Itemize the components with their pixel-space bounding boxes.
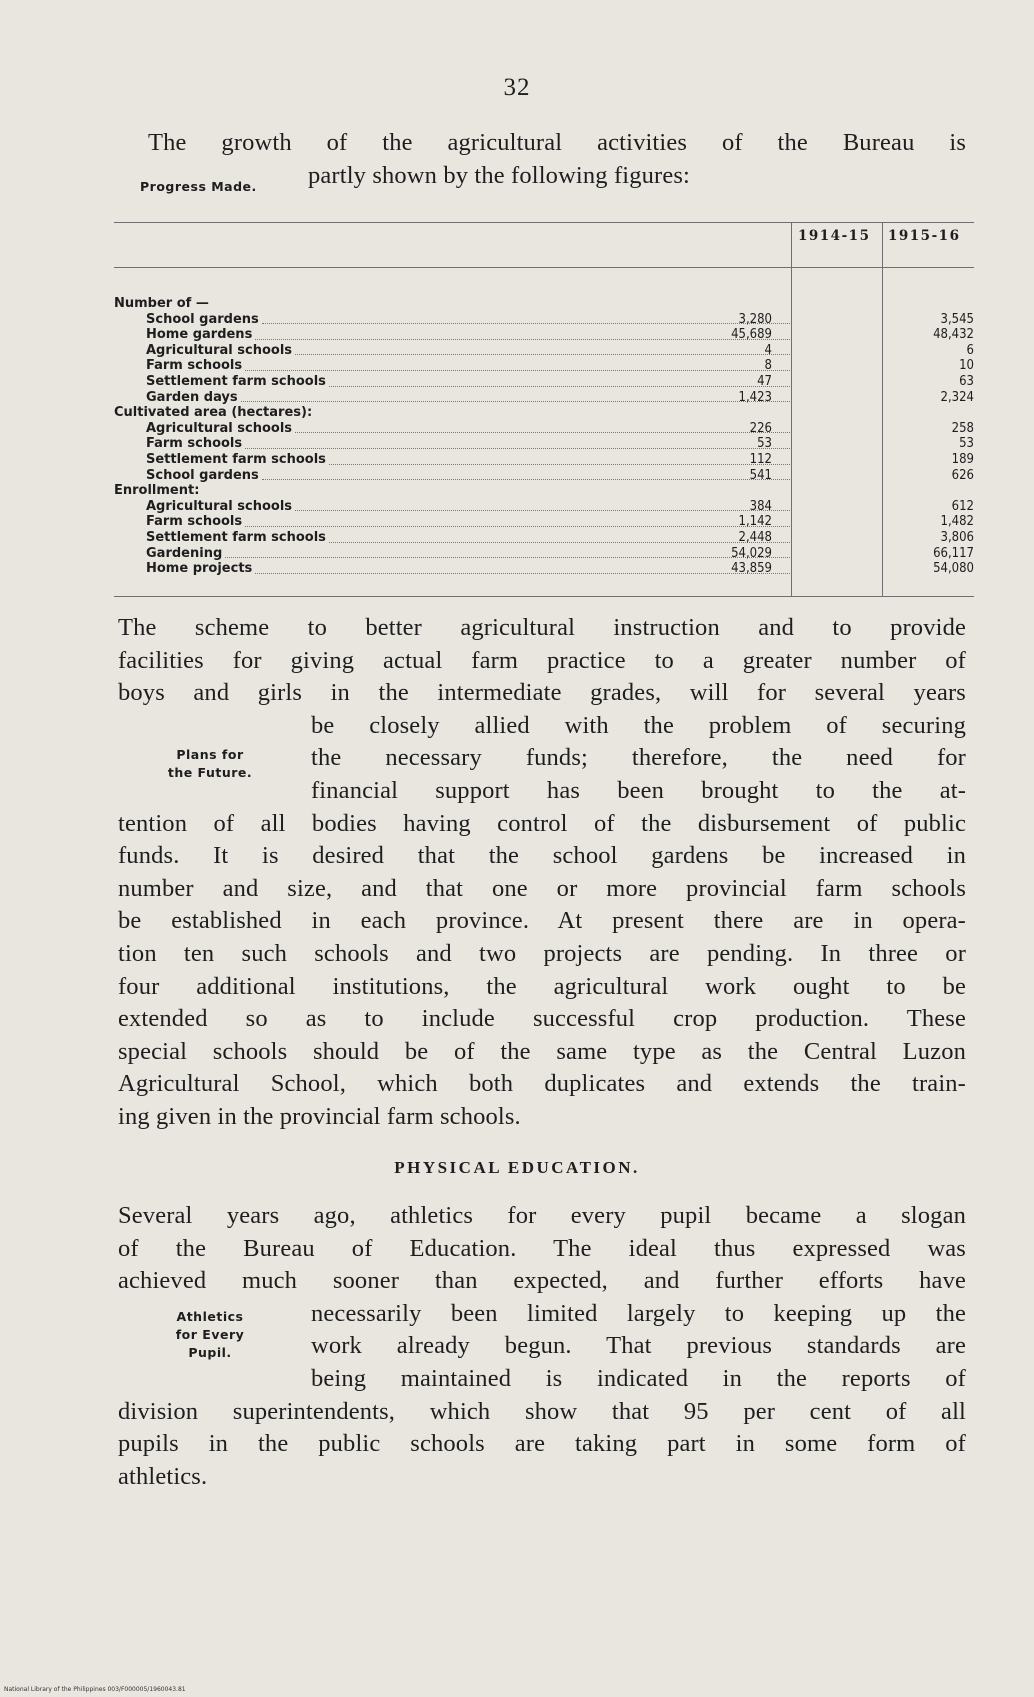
margin-note-athletics-line-1: Athletics [176,1309,244,1324]
paragraph-line: Several years ago, athletics for every pupil became a slogan [118,1202,966,1229]
plans-paragraph [118,612,966,1134]
paragraph-line: pupils in the public schools are taking part in some form of [118,1430,966,1458]
paragraph-line: work already begun. That previous standards are [311,1332,966,1360]
value-1915-16: 189 [951,451,974,467]
table-header-rule [114,267,974,268]
margin-note-progress: Progress Made. [140,179,257,194]
paragraph-line: number and size, and that one or more provincial farm schools [118,874,966,902]
statistics-table [114,296,974,577]
row-label: Agricultural schools [146,420,293,436]
paragraph-line: facilities for giving actual farm practice to a greater number of [118,646,966,674]
paragraph-line: The scheme to better agricultural instruction and to provide [118,614,966,641]
value-1914-15: 1,142 [738,514,772,530]
page-number: 32 [503,74,531,101]
section-heading: PHYSICAL EDUCATION. [394,1158,640,1177]
row-label: Number of — [114,296,209,311]
row-label: Farm schools [146,436,243,452]
value-1915-16: 48,432 [933,327,974,343]
value-1915-16: 10 [959,358,974,374]
value-1914-15: 3,280 [738,311,772,327]
paragraph-line: boys and girls in the intermediate grades, will for several years [118,679,966,707]
table-row [114,390,974,406]
row-label: School gardens [146,467,259,483]
value-1914-15: 541 [749,467,772,483]
paragraph-line: extended so as to include successful crop production. These [118,1005,966,1033]
value-1914-15: 384 [749,498,772,514]
value-1915-16: 53 [959,436,974,452]
value-1914-15: 54,029 [731,545,772,561]
paragraph-line: necessarily been limited largely to keeping up the [311,1299,966,1327]
paragraph-line: be closely allied with the problem of securing [311,711,966,739]
value-1915-16: 54,080 [933,561,974,577]
value-1915-16: 258 [951,420,974,436]
row-label: Home gardens [146,327,253,343]
table-top-rule [114,222,974,223]
paragraph-line: four additional institutions, the agricultural work ought to be [118,972,966,1000]
row-label: Garden days [146,389,238,405]
value-1914-15: 47 [757,373,772,389]
paragraph-line: tion ten such schools and two projects are pending. In three or [118,939,966,967]
margin-note-plans [150,746,270,782]
intro-line-1: The growth of the agricultural activities of the Bureau is [148,129,966,156]
row-label: Agricultural schools [146,342,293,358]
column-header-1914-15: 1914-15 [798,228,871,244]
intro-line-2: partly shown by the following figures: [308,161,690,189]
paragraph-line: division superintendents, which show that 95 per cent of all [118,1397,966,1425]
margin-note-plans-line-2: the Future. [167,765,253,780]
scan-footer: National Library of the Philippines 003/F000005/1960043.81 [4,1686,186,1693]
paragraph-line: the necessary funds; therefore, the need for [311,744,966,772]
margin-note-athletics [150,1308,270,1362]
row-label: Settlement farm schools [146,373,326,389]
value-1915-16: 626 [951,467,974,483]
value-1914-15: 43,859 [731,561,772,577]
value-1915-16: 3,806 [940,529,974,545]
value-1914-15: 45,689 [731,327,772,343]
value-1915-16: 63 [959,373,974,389]
row-label: Home projects [146,561,253,577]
table-row [114,561,974,577]
margin-note-athletics-line-2: for Every [175,1327,245,1342]
row-label: Settlement farm schools [146,451,326,467]
paragraph-line: special schools should be of the same type as the Central Luzon [118,1037,966,1065]
row-label: Agricultural schools [146,498,293,514]
value-1914-15: 8 [764,358,772,374]
value-1914-15: 112 [749,451,772,467]
margin-note-plans-line-1: Plans for [176,747,244,762]
paragraph-line: of the Bureau of Education. The ideal thus expressed was [118,1234,966,1262]
value-1914-15: 4 [764,342,772,358]
row-label: School gardens [146,311,259,327]
paragraph-line: funds. It is desired that the school gardens be increased in [118,842,966,870]
margin-note-athletics-line-3: Pupil. [188,1345,232,1360]
row-label: Farm schools [146,358,243,374]
paragraph-line: Agricultural School, which both duplicates and extends the train- [118,1070,966,1098]
table-row [114,468,974,484]
paragraph-line: be established in each province. At present there are in opera- [118,907,966,935]
value-1914-15: 1,423 [738,389,772,405]
value-1914-15: 2,448 [738,529,772,545]
paragraph-line: achieved much sooner than expected, and further efforts have [118,1267,966,1295]
paragraph-line: athletics. [118,1462,208,1490]
value-1914-15: 53 [757,436,772,452]
value-1915-16: 612 [951,498,974,514]
value-1915-16: 2,324 [940,389,974,405]
row-label: Enrollment: [114,483,200,499]
value-1915-16: 66,117 [933,545,974,561]
paragraph-line: ing given in the provincial farm schools. [118,1102,521,1130]
value-1915-16: 1,482 [940,514,974,530]
column-header-1915-16: 1915-16 [888,228,961,244]
row-label: Gardening [146,545,223,561]
value-1915-16: 3,545 [940,311,974,327]
row-label: Farm schools [146,514,243,530]
paragraph-line: financial support has been brought to the at- [311,776,966,804]
paragraph-line: being maintained is indicated in the reports of [311,1364,966,1392]
row-label: Cultivated area (hectares): [114,405,313,421]
value-1914-15: 226 [749,420,772,436]
table-bottom-rule [114,596,974,597]
value-1915-16: 6 [966,342,974,358]
row-label: Settlement farm schools [146,529,326,545]
paragraph-line: tention of all bodies having control of the disbursement of public [118,809,966,837]
